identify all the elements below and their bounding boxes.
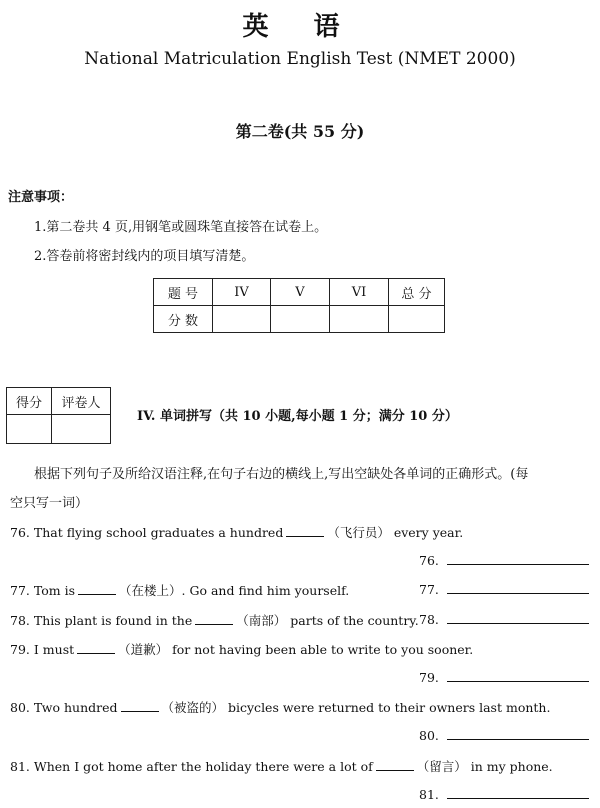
question-hint: （被盗的） bbox=[161, 700, 225, 715]
inline-blank bbox=[77, 641, 115, 654]
score-table-header: V bbox=[271, 279, 330, 306]
score-cell[interactable] bbox=[213, 306, 271, 333]
answer-80[interactable] bbox=[419, 727, 589, 743]
score-cell[interactable] bbox=[330, 306, 389, 333]
inline-blank bbox=[286, 524, 324, 537]
question-number: 77. bbox=[10, 583, 30, 598]
answer-number: 76. bbox=[419, 553, 439, 568]
inline-blank bbox=[195, 612, 233, 625]
inline-blank bbox=[376, 758, 414, 771]
answer-number: 81. bbox=[419, 787, 439, 802]
answer-number: 77. bbox=[419, 582, 439, 597]
grader-table bbox=[6, 387, 111, 444]
question-number: 79. bbox=[10, 642, 30, 657]
question-text: Two hundred bbox=[33, 700, 118, 715]
answer-77[interactable] bbox=[419, 581, 589, 597]
question-text: every year. bbox=[393, 525, 464, 540]
question-text: When I got home after the holiday there were a lot of bbox=[33, 759, 373, 774]
question-text: That flying school graduates a hundred bbox=[33, 525, 284, 540]
question-80 bbox=[10, 698, 550, 716]
score-table bbox=[153, 278, 445, 333]
grader-header-grader: 评卷人 bbox=[52, 388, 111, 415]
answer-line[interactable] bbox=[447, 727, 589, 740]
answer-number: 79. bbox=[419, 670, 439, 685]
grader-header-score: 得分 bbox=[7, 388, 52, 415]
score-table-header: VI bbox=[330, 279, 389, 306]
score-cell[interactable] bbox=[271, 306, 330, 333]
notice-item-1: 1.第二卷共 4 页,用钢笔或圆珠笔直接答在试卷上。 bbox=[34, 220, 328, 235]
score-row-label: 分 数 bbox=[154, 306, 213, 333]
question-number: 78. bbox=[10, 613, 30, 628]
answer-line[interactable] bbox=[447, 786, 589, 799]
question-text: Go and find him yourself. bbox=[189, 583, 350, 598]
question-81 bbox=[10, 757, 553, 775]
score-table-header: IV bbox=[213, 279, 271, 306]
score-table-header: 题 号 bbox=[154, 279, 213, 306]
grader-cell[interactable] bbox=[52, 415, 111, 444]
notice-heading: 注意事项： bbox=[8, 190, 74, 205]
question-text: I must bbox=[33, 642, 75, 657]
question-79 bbox=[10, 640, 473, 658]
instruction-line-2: 空只写一词） bbox=[10, 496, 89, 511]
question-number: 76. bbox=[10, 525, 30, 540]
exam-subtitle: National Matriculation English Test (NMET 2000) bbox=[84, 49, 516, 69]
answer-79[interactable] bbox=[419, 669, 589, 685]
exam-title: 英 语 bbox=[242, 12, 358, 42]
question-77 bbox=[10, 581, 349, 599]
question-76 bbox=[10, 523, 463, 541]
question-number: 81. bbox=[10, 759, 30, 774]
question-hint: （南部） bbox=[236, 613, 287, 628]
question-text: in my phone. bbox=[470, 759, 553, 774]
answer-line[interactable] bbox=[447, 581, 589, 594]
notice-item-2: 2.答卷前将密封线内的项目填写清楚。 bbox=[34, 249, 255, 264]
part-iv-heading: IV. 单词拼写（共 10 小题,每小题 1 分；满分 10 分） bbox=[137, 409, 458, 424]
question-text: bicycles were returned to their owners last month. bbox=[228, 700, 551, 715]
question-hint: （在楼上）. bbox=[119, 583, 186, 598]
question-number: 80. bbox=[10, 700, 30, 715]
answer-line[interactable] bbox=[447, 552, 589, 565]
answer-line[interactable] bbox=[447, 611, 589, 624]
answer-81[interactable] bbox=[419, 786, 589, 802]
question-hint: （留言） bbox=[416, 759, 467, 774]
section-title: 第二卷(共 55 分) bbox=[235, 122, 365, 141]
grader-cell[interactable] bbox=[7, 415, 52, 444]
inline-blank bbox=[121, 699, 159, 712]
answer-number: 80. bbox=[419, 728, 439, 743]
answer-line[interactable] bbox=[447, 669, 589, 682]
score-cell[interactable] bbox=[389, 306, 445, 333]
answer-76[interactable] bbox=[419, 552, 589, 568]
score-table-header: 总 分 bbox=[389, 279, 445, 306]
inline-blank bbox=[78, 582, 116, 595]
question-text: This plant is found in the bbox=[33, 613, 193, 628]
instruction-line-1: 根据下列句子及所给汉语注释,在句子右边的横线上,写出空缺处各单词的正确形式。(每 bbox=[34, 467, 529, 482]
answer-78[interactable] bbox=[419, 611, 589, 627]
question-text: Tom is bbox=[33, 583, 76, 598]
question-hint: （飞行员） bbox=[327, 525, 390, 540]
question-hint: （道歉） bbox=[118, 642, 169, 657]
answer-number: 78. bbox=[419, 612, 439, 627]
question-text: parts of the country. bbox=[290, 613, 419, 628]
question-text: for not having been able to write to you sooner. bbox=[172, 642, 474, 657]
question-78 bbox=[10, 611, 419, 629]
